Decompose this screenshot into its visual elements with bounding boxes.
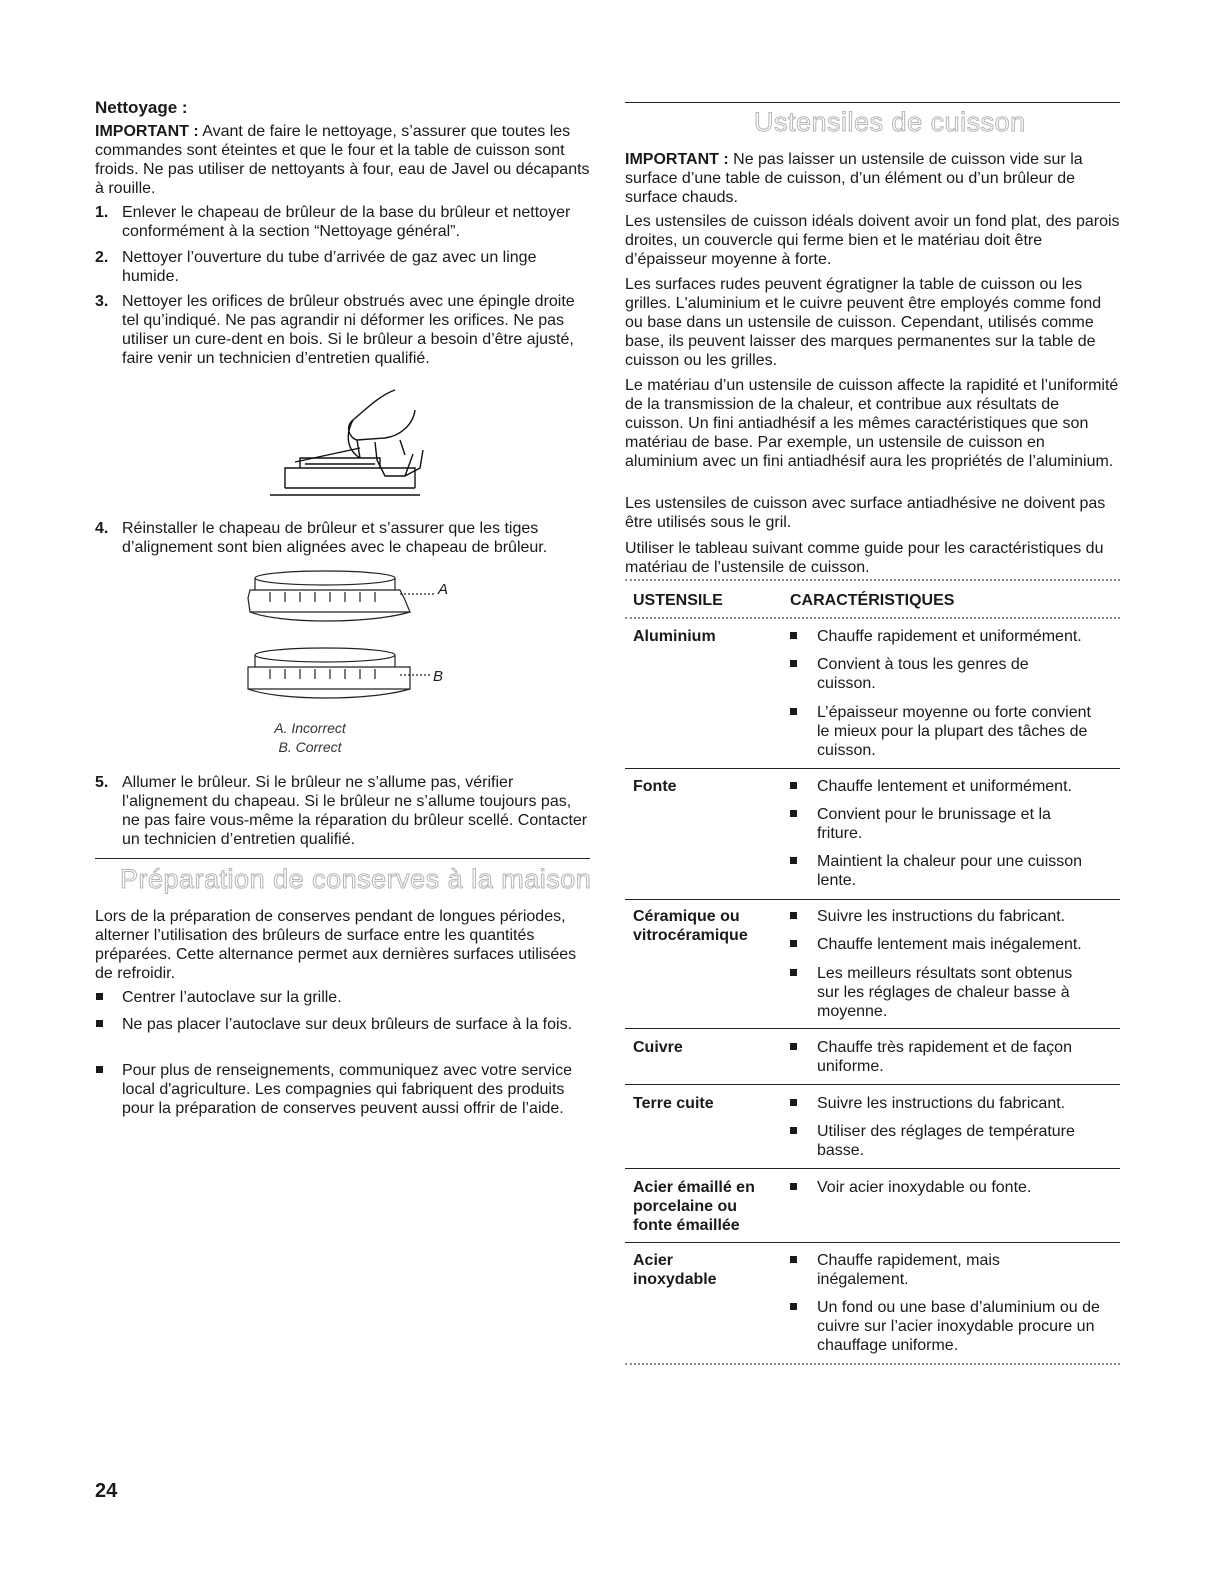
cookware-paragraph: Utiliser le tableau suivant comme guide pour les caractéristiques du matériau de l’ustensile de cuisson. xyxy=(625,540,1104,576)
step-text: Allumer le brûleur. Si le brûleur ne s’allume pas, vérifier l’alignement du chapeau. Si le brûleur ne s’allume toujours pas, ne pas faire vous-même la réparation du brûleur scellé. Contacter un technicien d’entretien qualifié. xyxy=(122,774,588,848)
bullet-icon xyxy=(790,708,797,715)
important-label: IMPORTANT : xyxy=(625,151,729,168)
canning-heading: Préparation de conserves à la maison xyxy=(120,864,592,894)
bullet-icon xyxy=(96,993,103,1000)
row-divider xyxy=(625,1168,1120,1169)
bullet-icon xyxy=(790,1099,797,1106)
characteristic: Convient à tous les genres de cuisson. xyxy=(817,656,1029,692)
characteristic: L’épaisseur moyenne ou forte convient le mieux pour la plupart des tâches de cuisson. xyxy=(817,704,1091,759)
page-number: 24 xyxy=(95,1480,118,1502)
cookware-paragraph: Les surfaces rudes peuvent égratigner la table de cuisson ou les grilles. L'aluminium et le cuivre peuvent être employés comme fond ou base dans un ustensile de cuisson. Cependant, utilisés comme base, ils peuvent laisser des marques permanentes sur la table de cuisson ou les grilles. xyxy=(625,276,1102,369)
canning-intro: Lors de la préparation de conserves pendant de longues périodes, alterner l’utilisation des brûleurs de surface entre les quantités préparées. Cette alternance permet aux dernières surfaces utilisées de refroidir. xyxy=(95,908,577,982)
row-divider xyxy=(625,1242,1120,1243)
step-number: 1. xyxy=(95,204,109,221)
step-number: 3. xyxy=(95,293,109,310)
cookware-name: Fonte xyxy=(633,778,677,795)
bullet-icon xyxy=(790,1127,797,1134)
row-divider xyxy=(625,768,1120,769)
figure-label-a: A xyxy=(438,581,449,598)
cookware-name: Terre cuite xyxy=(633,1095,714,1112)
characteristic: Un fond ou une base d’aluminium ou de cuivre sur l’acier inoxydable procure un chauffage uniforme. xyxy=(817,1299,1100,1354)
step-number: 2. xyxy=(95,249,109,266)
characteristic: Maintient la chaleur pour une cuisson lente. xyxy=(817,853,1083,889)
bullet-icon xyxy=(96,1020,103,1027)
step-text: Enlever le chapeau de brûleur de la base du brûleur et nettoyer conformément à la section “Nettoyage général”. xyxy=(122,204,571,240)
step-text: Réinstaller le chapeau de brûleur et s’assurer que les tiges d’alignement sont bien alignées avec le chapeau de brûleur. xyxy=(122,520,548,556)
figure-caption-b: B. Correct xyxy=(278,739,342,755)
characteristic: Voir acier inoxydable ou fonte. xyxy=(817,1179,1032,1196)
bullet-icon xyxy=(790,632,797,639)
step-number: 5. xyxy=(95,774,109,791)
characteristic: Les meilleurs résultats sont obtenus sur les réglages de chaleur basse à moyenne. xyxy=(817,965,1073,1020)
burner-cap-incorrect-illustration xyxy=(240,568,440,630)
bullet-icon xyxy=(790,660,797,667)
characteristic: Chauffe rapidement et uniformément. xyxy=(817,628,1082,645)
bullet-icon xyxy=(790,912,797,919)
cookware-important xyxy=(625,150,1120,207)
table-header-cookware: USTENSILE xyxy=(633,592,723,609)
bullet-icon xyxy=(790,1303,797,1310)
cookware-name: Céramique ou vitrocéramique xyxy=(633,908,748,944)
characteristic: Utiliser des réglages de température basse. xyxy=(817,1123,1075,1159)
cookware-name: Acier émaillé en porcelaine ou fonte émaillée xyxy=(633,1179,755,1234)
burner-cap-correct-illustration xyxy=(240,645,440,707)
figure-label-b: B xyxy=(433,668,444,685)
bullet-icon xyxy=(790,810,797,817)
table-header-rule xyxy=(625,617,1120,619)
section-divider xyxy=(625,102,1120,103)
cookware-name: Aluminium xyxy=(633,628,716,645)
characteristic: Convient pour le brunissage et la friture. xyxy=(817,806,1051,842)
characteristic: Suivre les instructions du fabricant. xyxy=(817,1095,1066,1112)
bullet-icon xyxy=(790,1256,797,1263)
row-divider xyxy=(625,1084,1120,1085)
cleaning-heading: Nettoyage : xyxy=(95,98,188,117)
characteristic: Chauffe lentement mais inégalement. xyxy=(817,936,1082,953)
cookware-paragraph: Le matériau d’un ustensile de cuisson affecte la rapidité et l’uniformité de la transmission de la chaleur, et contribue aux résultats de cuisson. Un fini antiadhésif a les mêmes caractéristiques que son matériau de base. Par exemple, un ustensile de cuisson en aluminium avec un fini antiadhésif aura les propriétés de l’aluminium. xyxy=(625,377,1119,470)
step-text: Nettoyer l’ouverture du tube d’arrivée de gaz avec un linge humide. xyxy=(122,249,537,285)
cookware-important-text: Ne pas laisser un ustensile de cuisson vide sur la surface d’une table de cuisson, d’un élément ou d’un brûleur de surface chauds. xyxy=(625,151,1083,206)
cleaning-intro xyxy=(95,122,590,198)
characteristic: Chauffe lentement et uniformément. xyxy=(817,778,1072,795)
section-divider xyxy=(95,858,590,859)
burner-cleaning-illustration xyxy=(265,380,430,498)
cookware-heading: Ustensiles de cuisson xyxy=(754,107,1026,137)
canning-bullet: Pour plus de renseignements, communiquez avec votre service local d'agriculture. Les compagnies qui fabriquent des produits pour la préparation de conserves peuvent aussi offrir de l’aide. xyxy=(122,1062,572,1117)
bullet-icon xyxy=(96,1066,103,1073)
row-divider xyxy=(625,899,1120,900)
characteristic: Chauffe très rapidement et de façon uniforme. xyxy=(817,1039,1072,1075)
canning-bullet: Ne pas placer l’autoclave sur deux brûleurs de surface à la fois. xyxy=(122,1016,573,1033)
cookware-name: Acier inoxydable xyxy=(633,1252,717,1288)
canning-bullet: Centrer l’autoclave sur la grille. xyxy=(122,989,342,1006)
characteristic: Suivre les instructions du fabricant. xyxy=(817,908,1066,925)
cookware-paragraph: Les ustensiles de cuisson avec surface antiadhésive ne doivent pas être utilisés sous le gril. xyxy=(625,495,1106,531)
table-header-characteristics: CARACTÉRISTIQUES xyxy=(790,592,955,609)
bullet-icon xyxy=(790,857,797,864)
step-text: Nettoyer les orifices de brûleur obstrués avec une épingle droite tel qu’indiqué. Ne pas agrandir ni déformer les orifices. Ne pas utiliser un cure-dent en bois. Si le brûleur a besoin d’être ajusté, faire venir un technicien d’entretien qualifié. xyxy=(122,293,575,367)
cookware-name: Cuivre xyxy=(633,1039,683,1056)
bullet-icon xyxy=(790,940,797,947)
bullet-icon xyxy=(790,782,797,789)
table-bottom-rule xyxy=(625,1363,1120,1365)
table-top-rule xyxy=(625,579,1120,581)
cleaning-intro-text: Avant de faire le nettoyage, s’assurer que toutes les commandes sont éteintes et que le four et la table de cuisson sont froids. Ne pas utiliser de nettoyants à four, eau de Javel ou décapants à rouille. xyxy=(95,123,590,197)
cookware-paragraph: Les ustensiles de cuisson idéals doivent avoir un fond plat, des parois droites, un couvercle qui ferme bien et le matériau doit être d’épaisseur moyenne à forte. xyxy=(625,213,1120,268)
bullet-icon xyxy=(790,1043,797,1050)
characteristic: Chauffe rapidement, mais inégalement. xyxy=(817,1252,1000,1288)
row-divider xyxy=(625,1028,1120,1029)
bullet-icon xyxy=(790,969,797,976)
figure-caption-a: A. Incorrect xyxy=(274,720,346,736)
step-number: 4. xyxy=(95,520,109,537)
important-label: IMPORTANT : xyxy=(95,123,199,140)
bullet-icon xyxy=(790,1183,797,1190)
